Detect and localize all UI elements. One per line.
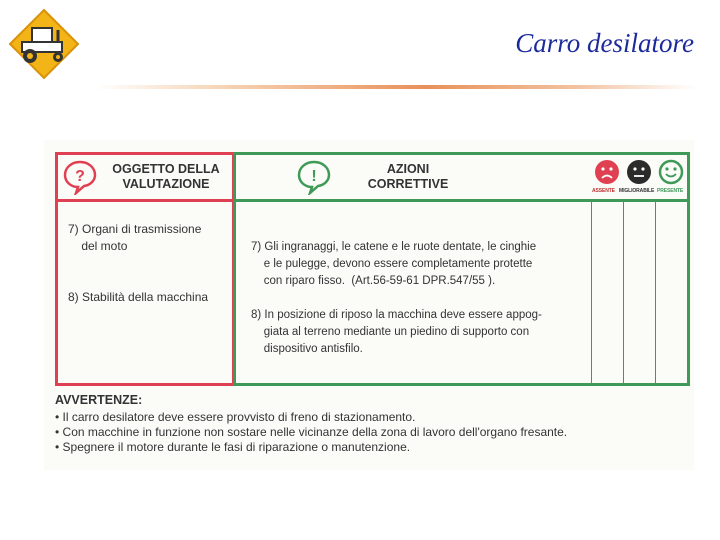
corrective-actions-box: [233, 152, 690, 386]
sad-face-icon: [594, 159, 620, 185]
corrective-actions-title: AZIONI CORRETTIVE: [367, 162, 449, 191]
evaluation-object-header: [58, 155, 232, 202]
neutral-face-icon: [626, 159, 652, 185]
evaluation-object-title: OGGETTO DELLA VALUTAZIONE: [112, 162, 220, 191]
right-item-7: 7) Gli ingranaggi, le catene e le ruote dentate, le cinghie e le pulegge, devono essere completamente protette con riparo fisso. (Art.56-59-61 DPR.547/55 ).: [251, 241, 537, 287]
svg-text:?: ?: [75, 168, 85, 185]
warnings-title: AVVERTENZE:: [55, 393, 143, 407]
face-label-absent: ASSENTE: [592, 188, 615, 194]
face-label-present: PRESENTE: [657, 188, 684, 194]
warning-item: • Spegnere il motore durante le fasi di riparazione o manutenzione.: [55, 440, 411, 454]
warning-item: • Il carro desilatore deve essere provvisto di freno di stazionamento.: [55, 410, 416, 424]
column-divider: [591, 202, 592, 383]
tractor-logo: [8, 8, 80, 80]
exclamation-bubble-icon: [296, 159, 332, 195]
happy-face-icon: [658, 159, 684, 185]
question-bubble-icon: [62, 159, 98, 195]
warning-item: • Con macchine in funzione non sostare nelle vicinanze della zona di lavoro dell'organo fresante.: [55, 425, 568, 439]
evaluation-object-box: [55, 152, 235, 386]
svg-text:!: !: [311, 168, 317, 185]
right-item-8: 8) In posizione di riposo la macchina deve essere appog- giata al terreno mediante un piedino di supporto con dispositivo antisfilo.: [251, 309, 542, 355]
warnings-section: [55, 393, 675, 455]
column-divider: [623, 202, 624, 383]
left-item-8: 8) Stabilità della macchina: [68, 290, 209, 304]
tractor-icon: [8, 8, 80, 80]
left-item-7: 7) Organi di trasmissione del moto: [68, 222, 202, 253]
title-divider: [96, 85, 696, 89]
face-label-improvable: MIGLIORABILE: [619, 188, 655, 194]
column-divider: [655, 202, 656, 383]
page-title: Carro desilatore: [515, 28, 694, 58]
corrective-actions-header: [236, 155, 687, 202]
